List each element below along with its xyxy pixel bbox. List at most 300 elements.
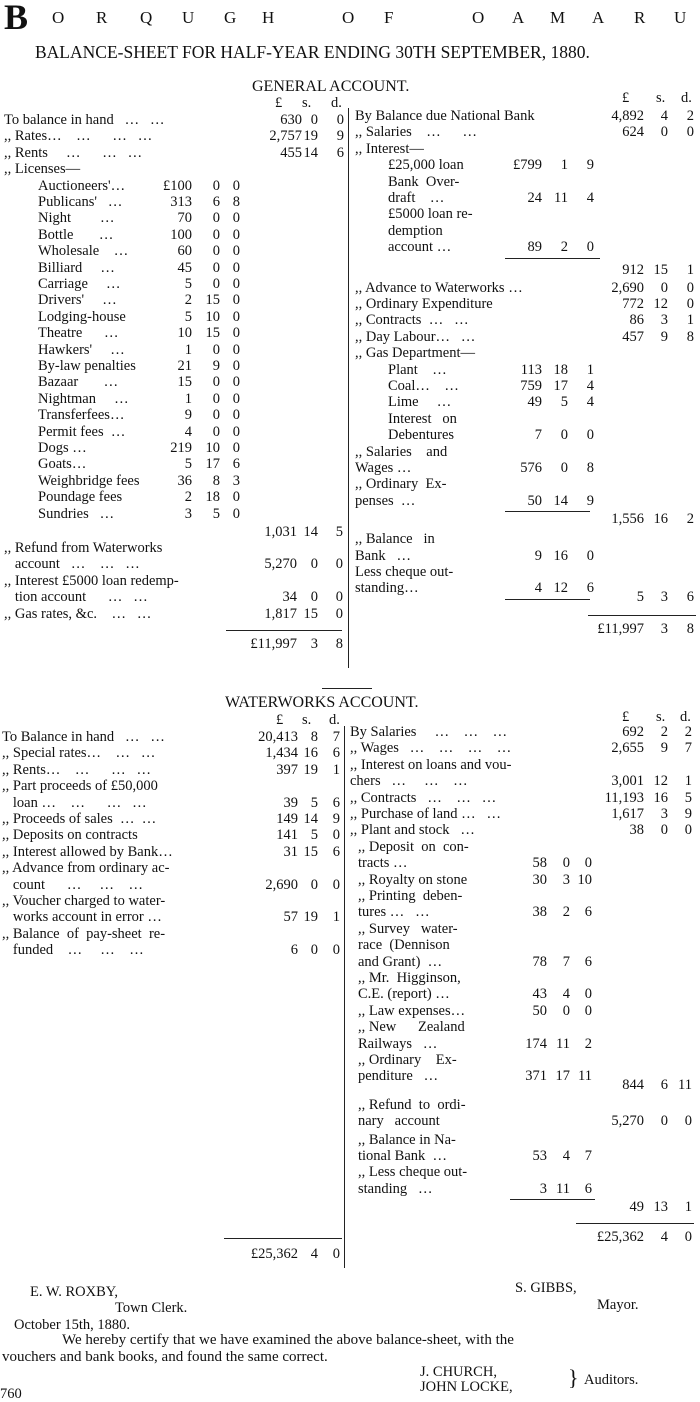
pounds: 6 <box>290 942 298 959</box>
pounds: £100 <box>163 177 192 194</box>
pence: 0 <box>584 1002 592 1019</box>
shillings: 5 <box>310 794 318 811</box>
ledger-item: ,, Law expenses… <box>358 1002 466 1019</box>
shillings: 16 <box>653 789 668 806</box>
shillings: 16 <box>553 547 568 564</box>
pence: 0 <box>232 440 240 456</box>
shillings: 15 <box>653 261 668 278</box>
pence: 0 <box>232 358 240 374</box>
pence: 9 <box>586 157 594 174</box>
sum-rule <box>588 615 696 616</box>
shillings: 4 <box>660 1229 668 1246</box>
shillings: 7 <box>562 953 570 970</box>
ledger-item: ,, Part proceeds of £50,000 <box>2 778 158 795</box>
ledger-item: Poundage fees <box>38 489 123 506</box>
shillings: 10 <box>205 308 220 325</box>
ledger-item: chers … … … <box>350 773 468 790</box>
ledger-item: ,, Balance in Na- <box>358 1131 456 1148</box>
pence: 0 <box>335 556 343 573</box>
pounds: 5 <box>184 456 192 473</box>
pounds: 2 <box>184 489 192 506</box>
pence: 8 <box>586 460 594 476</box>
shillings: 4 <box>562 1148 570 1164</box>
shillings: 16 <box>303 745 318 762</box>
pence: 6 <box>336 144 344 161</box>
lsd-header: d. <box>329 712 340 728</box>
shillings: 0 <box>310 589 318 606</box>
pounds: 11,193 <box>604 789 644 806</box>
ledger-item: ,, Purchase of land … … <box>350 806 502 822</box>
pounds: 912 <box>622 261 644 278</box>
ledger-item: account … … … <box>4 556 140 573</box>
lsd-header: d. <box>681 90 692 106</box>
ledger-item: ,, Survey water- <box>358 920 458 937</box>
pounds: 31 <box>283 843 298 860</box>
ledger-item: Bank Over- <box>388 173 460 190</box>
ledger-item: Weighbridge fees <box>38 472 140 489</box>
sum-rule <box>224 1238 342 1239</box>
sum-rule <box>576 1223 694 1224</box>
pence: 0 <box>232 210 240 227</box>
pence: 0 <box>232 177 240 194</box>
ledger-item: Wages … <box>355 460 412 476</box>
shillings: 6 <box>660 1076 668 1093</box>
ledger-item: nary account <box>358 1113 440 1130</box>
ledger-item: £5000 loan re- <box>388 206 473 223</box>
ledger-item: ,, Deposits on contracts <box>2 827 138 844</box>
ledger-item: Night … <box>38 210 115 227</box>
pence: 0 <box>335 589 343 606</box>
pounds: 38 <box>532 904 547 921</box>
pence: 1 <box>684 773 692 790</box>
pounds: 630 <box>280 112 302 128</box>
pence: 0 <box>232 243 240 260</box>
masthead-letter: O <box>52 8 66 27</box>
ledger-item: ,, Deposit on con- <box>358 838 469 855</box>
shillings: 6 <box>212 194 220 210</box>
pounds: 1,617 <box>611 806 644 822</box>
pence: 0 <box>232 276 240 292</box>
ledger-item: ,, Printing deben- <box>358 888 463 904</box>
pence: 0 <box>332 876 340 893</box>
shillings: 11 <box>556 1180 570 1197</box>
shillings: 12 <box>653 296 668 312</box>
pence: 9 <box>684 806 692 822</box>
pence: 11 <box>678 1076 692 1093</box>
pounds: 4 <box>184 423 192 440</box>
clerk-name: E. W. ROXBY, <box>30 1284 118 1300</box>
shillings: 0 <box>212 210 220 227</box>
pence: 6 <box>686 588 694 605</box>
pounds: £799 <box>513 157 542 174</box>
ledger-item: demption <box>388 222 443 239</box>
ledger-item: count … … … <box>2 876 143 893</box>
pounds: 58 <box>532 855 547 872</box>
shillings: 11 <box>556 1035 570 1052</box>
masthead-letter: G <box>224 8 238 27</box>
pence: 4 <box>586 394 594 411</box>
pence: 6 <box>586 580 594 597</box>
ledger-item: By Balance due National Bank <box>355 108 535 124</box>
pence: 3 <box>232 472 240 489</box>
shillings: 5 <box>310 827 318 844</box>
ledger-item: ,, Advance to Waterworks … <box>355 279 523 296</box>
pounds: 15 <box>177 374 192 391</box>
pounds: 89 <box>527 239 542 256</box>
masthead-letter: R <box>96 8 109 27</box>
shillings: 14 <box>303 524 318 540</box>
pence: 5 <box>684 789 692 806</box>
pence: 0 <box>232 505 240 522</box>
pounds: 78 <box>532 953 547 970</box>
masthead-letter: R <box>634 8 647 27</box>
shillings: 3 <box>660 312 668 329</box>
pence: 1 <box>332 909 340 926</box>
ledger-item: ,, Balance in <box>355 531 435 548</box>
ledger-item: ,, Refund from Waterworks <box>4 540 163 556</box>
pounds: 50 <box>527 492 542 509</box>
pence: 8 <box>686 620 694 637</box>
pence: 4 <box>586 378 594 394</box>
pence: 2 <box>684 724 692 740</box>
pounds: 36 <box>177 472 192 489</box>
pence: 0 <box>586 427 594 444</box>
shillings: 0 <box>212 243 220 260</box>
shillings: 0 <box>212 390 220 407</box>
ledger-item: Drivers' … <box>38 292 117 309</box>
pounds: 9 <box>184 407 192 424</box>
certification-line2: vouchers and bank books, and found the same correct. <box>2 1349 328 1365</box>
pence: 0 <box>232 374 240 391</box>
ledger-item: ,, Interest £5000 loan redemp- <box>4 572 179 589</box>
pounds: 5,270 <box>611 1113 644 1130</box>
ledger-item: By-law penalties <box>38 358 136 374</box>
ledger-item: Sundries … <box>38 505 115 522</box>
pence: 0 <box>232 259 240 276</box>
pounds: 2,757 <box>269 128 302 145</box>
shillings: 0 <box>660 1113 668 1130</box>
masthead-letter: H <box>262 8 276 27</box>
ledger-item: ,, Mr. Higginson, <box>358 970 461 986</box>
sum-rule <box>505 258 600 259</box>
pounds: 174 <box>525 1035 547 1052</box>
ledger-item: ,, Rates… … … … <box>4 128 153 145</box>
shillings: 11 <box>554 190 568 206</box>
ledger-item: Transferfees… <box>38 407 125 424</box>
pounds: 219 <box>170 440 192 456</box>
shillings: 0 <box>310 876 318 893</box>
ledger-item: ,, Plant and stock … <box>350 822 475 839</box>
pence: 0 <box>232 390 240 407</box>
ledger-item: To Balance in hand … … <box>2 729 165 745</box>
lsd-header: s. <box>302 95 312 111</box>
pounds: 844 <box>622 1076 644 1093</box>
shillings: 17 <box>205 456 220 473</box>
pounds: 7 <box>534 427 542 444</box>
brace-glyph: } <box>568 1365 579 1390</box>
ledger-item: ,, Balance of pay-sheet re- <box>2 925 166 942</box>
pounds: 4 <box>534 580 542 597</box>
ledger-item: Dogs … <box>38 440 87 456</box>
pounds: 692 <box>622 724 644 740</box>
shillings: 4 <box>310 1246 318 1262</box>
ledger-item: Auctioneers'… <box>38 177 126 194</box>
pounds: 53 <box>532 1148 547 1164</box>
pence: 0 <box>232 423 240 440</box>
pounds: 759 <box>520 378 542 394</box>
pounds: 86 <box>629 312 644 329</box>
shillings: 3 <box>660 588 668 605</box>
pence: 0 <box>232 308 240 325</box>
shillings: 0 <box>310 112 318 128</box>
ledger-item: ,, Wages … … … … <box>350 740 512 757</box>
shillings: 4 <box>660 108 668 124</box>
shillings: 12 <box>553 580 568 597</box>
ledger-item: ,, Contracts … … <box>355 312 469 329</box>
waterworks-account-title: WATERWORKS ACCOUNT. <box>225 694 419 711</box>
ledger-item: ,, Advance from ordinary ac- <box>2 860 170 877</box>
lsd-header: £ <box>276 712 284 728</box>
masthead-letter: U <box>674 8 688 27</box>
ledger-item: tion account … … <box>4 589 148 606</box>
shillings: 9 <box>212 358 220 374</box>
masthead-letter: F <box>384 8 395 27</box>
masthead-initial: B <box>4 0 29 37</box>
report-date: October 15th, 1880. <box>14 1317 130 1333</box>
pounds: 60 <box>177 243 192 260</box>
shillings: 16 <box>653 511 668 528</box>
ledger-item: Interest on <box>388 410 457 427</box>
shillings: 0 <box>560 427 568 444</box>
ledger-item: Hawkers' … <box>38 341 125 358</box>
ledger-item: ,, Ordinary Ex- <box>355 476 447 493</box>
lsd-header: £ <box>622 709 630 725</box>
pence: 0 <box>686 124 694 141</box>
ledger-item: Coal… … <box>388 378 459 394</box>
lsd-header: £ <box>275 95 283 111</box>
pounds: 2 <box>184 292 192 309</box>
pence: 0 <box>586 547 594 564</box>
ledger-item: ,, Ordinary Expenditure <box>355 296 493 312</box>
pence: 1 <box>686 312 694 329</box>
pence: 0 <box>332 827 340 844</box>
masthead-letter: O <box>472 8 486 27</box>
ledger-item: ,, Less cheque out- <box>358 1164 468 1181</box>
pence: 0 <box>232 292 240 309</box>
masthead-letter: A <box>592 8 606 27</box>
pence: 1 <box>332 761 340 778</box>
pounds: 49 <box>527 394 542 411</box>
pence: 0 <box>336 112 344 128</box>
pence: 0 <box>232 226 240 243</box>
subtitle: BALANCE-SHEET FOR HALF-YEAR ENDING 30TH SEPTEMBER, 1880. <box>35 42 590 62</box>
pence: 0 <box>232 489 240 506</box>
ledger-item: works account in error … <box>2 909 162 926</box>
pounds: 1 <box>184 390 192 407</box>
ledger-item: standing… <box>355 580 419 597</box>
pounds: 5 <box>184 276 192 292</box>
ledger-item: Plant … <box>388 361 447 378</box>
pence: 6 <box>332 794 340 811</box>
ledger-item: ,, Rents … … … <box>4 144 143 161</box>
shillings: 19 <box>303 909 318 926</box>
ledger-item: penditure … <box>358 1068 439 1085</box>
pence: 0 <box>332 942 340 959</box>
sum-rule <box>226 630 342 631</box>
pounds: 371 <box>525 1068 547 1085</box>
pence: 1 <box>586 361 594 378</box>
pounds: 49 <box>629 1199 644 1216</box>
pounds: 5 <box>636 588 644 605</box>
shillings: 15 <box>303 843 318 860</box>
pence: 8 <box>335 636 343 652</box>
shillings: 8 <box>212 472 220 489</box>
pounds: 57 <box>283 909 298 926</box>
ledger-item: ,, Salaries and <box>355 443 448 460</box>
pounds: 3,001 <box>611 773 644 790</box>
pounds: 50 <box>532 1002 547 1019</box>
shillings: 14 <box>303 144 318 161</box>
pence: 0 <box>684 822 692 839</box>
shillings: 3 <box>562 871 570 888</box>
shillings: 0 <box>560 460 568 476</box>
pence: 10 <box>577 871 592 888</box>
ledger-item: and Grant) … <box>358 953 443 970</box>
shillings: 0 <box>212 374 220 391</box>
pence: 5 <box>335 524 343 540</box>
pounds: 1,031 <box>264 524 297 540</box>
mayor-name: S. GIBBS, <box>515 1280 577 1296</box>
certification-line1: We hereby certify that we have examined the above balance-sheet, with the <box>62 1332 514 1348</box>
pence: 2 <box>686 511 694 528</box>
shillings: 14 <box>303 811 318 827</box>
shillings: 8 <box>310 729 318 745</box>
shillings: 3 <box>660 620 668 637</box>
pence: 0 <box>232 407 240 424</box>
shillings: 17 <box>555 1068 570 1085</box>
ledger-item: ,, Rents… … … … <box>2 761 152 778</box>
shillings: 10 <box>205 440 220 456</box>
ledger-item: Bank … <box>355 547 411 564</box>
shillings: 15 <box>205 325 220 342</box>
auditor-name: J. CHURCH, <box>420 1364 497 1380</box>
shillings: 2 <box>560 239 568 256</box>
ledger-item: ,, Royalty on stone <box>358 871 468 888</box>
ledger-item: tracts … <box>358 855 408 872</box>
ledger-item: ,, Gas Department— <box>355 345 475 362</box>
pence: 2 <box>686 108 694 124</box>
shillings: 3 <box>310 636 318 652</box>
shillings: 19 <box>303 128 318 145</box>
ledger-item: Wholesale … <box>38 243 129 260</box>
pounds: 45 <box>177 259 192 276</box>
shillings: 0 <box>562 1002 570 1019</box>
shillings: 0 <box>212 276 220 292</box>
shillings: 19 <box>303 761 318 778</box>
pence: 4 <box>586 190 594 206</box>
shillings: 17 <box>553 378 568 394</box>
pence: 0 <box>686 296 694 312</box>
shillings: 13 <box>653 1199 668 1216</box>
ledger-item: loan … … … … <box>2 794 147 811</box>
pence: 0 <box>335 605 343 622</box>
pence: 0 <box>586 239 594 256</box>
masthead-letter: Q <box>140 8 154 27</box>
column-divider <box>348 108 349 668</box>
ledger-item: Bottle … <box>38 226 114 243</box>
pounds: 5 <box>184 308 192 325</box>
pence: 6 <box>584 1180 592 1197</box>
pounds: 100 <box>170 226 192 243</box>
shillings: 9 <box>660 328 668 345</box>
pounds: 1,556 <box>611 511 644 528</box>
pounds: 3 <box>539 1180 547 1197</box>
shillings: 0 <box>212 226 220 243</box>
ledger-item: ,, Gas rates, &c. … … <box>4 605 152 622</box>
shillings: 0 <box>660 124 668 141</box>
pounds: 772 <box>622 296 644 312</box>
pence: 11 <box>578 1068 592 1085</box>
pounds: 39 <box>283 794 298 811</box>
ledger-item: Railways … <box>358 1035 438 1052</box>
ledger-item: Permit fees … <box>38 423 126 440</box>
masthead-letter: O <box>342 8 356 27</box>
ledger-item: Carriage … <box>38 276 121 292</box>
pounds: 20,413 <box>258 729 298 745</box>
pence: 6 <box>584 953 592 970</box>
ledger-item: funded … … … <box>2 942 144 959</box>
pence: 1 <box>684 1199 692 1216</box>
shillings: 14 <box>553 492 568 509</box>
pence: 8 <box>686 328 694 345</box>
pounds: 4,892 <box>611 108 644 124</box>
page-ref: 760 <box>0 1386 22 1402</box>
ledger-item: ,, Proceeds of sales … … <box>2 811 157 827</box>
pence: 0 <box>332 1246 340 1262</box>
ledger-item: Theatre … <box>38 325 119 342</box>
pence: 0 <box>584 986 592 1003</box>
shillings: 12 <box>653 773 668 790</box>
shillings: 0 <box>310 942 318 959</box>
masthead <box>0 0 700 37</box>
pence: 6 <box>584 904 592 921</box>
ledger-item: ,, Interest on loans and vou- <box>350 756 512 773</box>
shillings: 2 <box>660 724 668 740</box>
shillings: 0 <box>212 177 220 194</box>
pounds: 455 <box>280 144 302 161</box>
pence: 9 <box>336 128 344 145</box>
ledger-item: ,, Day Labour… … <box>355 328 476 345</box>
shillings: 18 <box>553 361 568 378</box>
pence: 0 <box>686 279 694 296</box>
lsd-header: s. <box>656 90 666 106</box>
shillings: 0 <box>212 407 220 424</box>
pence: 0 <box>684 1229 692 1246</box>
ledger-item: ,, Licenses— <box>4 161 81 178</box>
ledger-item: Nightman … <box>38 390 129 407</box>
section-divider <box>322 688 372 689</box>
pounds: 2,655 <box>611 740 644 757</box>
shillings: 0 <box>212 423 220 440</box>
pounds: 113 <box>520 361 542 378</box>
pounds: £11,997 <box>250 636 297 652</box>
column-divider <box>344 726 345 1268</box>
masthead-letter: M <box>550 8 567 27</box>
ledger-item: draft … <box>388 190 445 206</box>
mayor-title: Mayor. <box>597 1297 639 1313</box>
ledger-item: tional Bank … <box>358 1148 448 1164</box>
shillings: 5 <box>560 394 568 411</box>
